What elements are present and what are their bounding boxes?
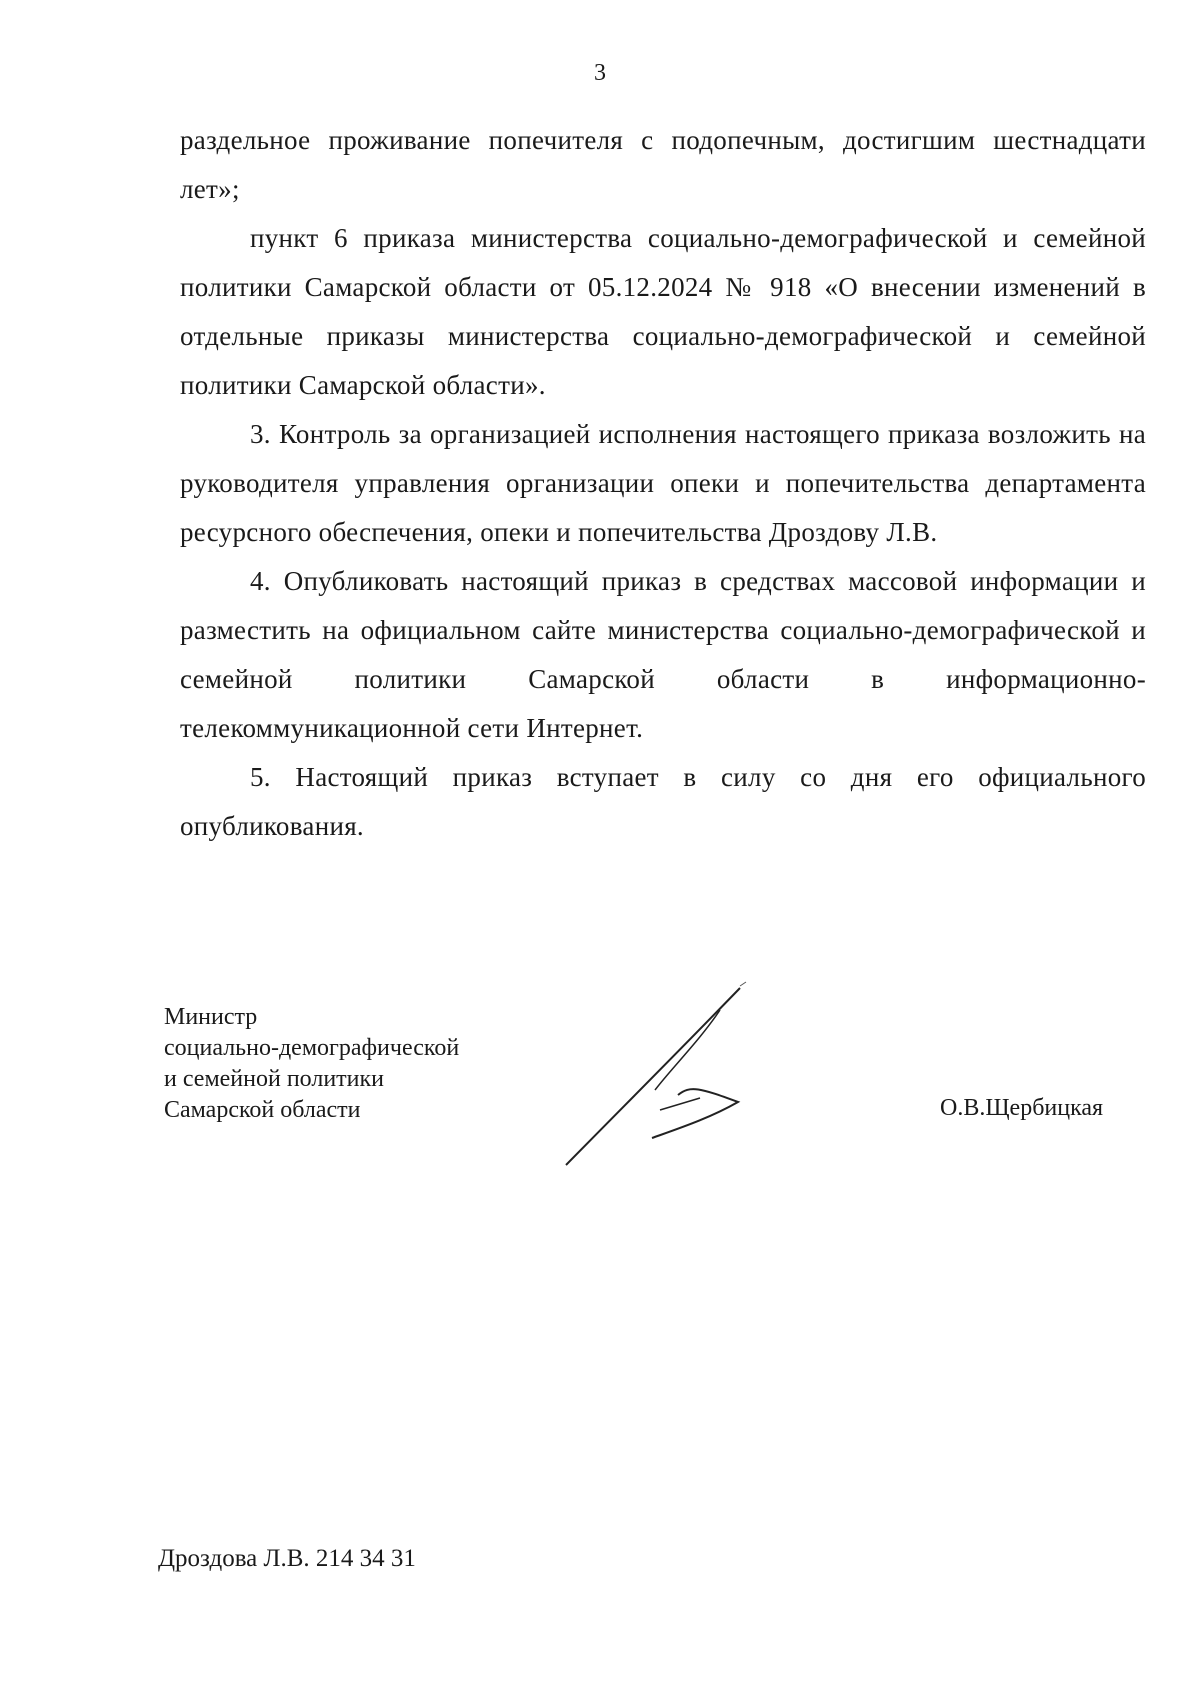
paragraph-5-effective: 5. Настоящий приказ вступает в силу со дня его официального опубликования. xyxy=(180,762,1146,841)
footer-contact: Дроздова Л.В. 214 34 31 xyxy=(158,1545,416,1572)
handwritten-signature-icon xyxy=(560,980,810,1170)
paragraph-3-control: 3. Контроль за организацией исполнения настоящего приказа возложить на руководителя управления организации опеки и попечительства департамента ресурсного обеспечения, опеки и попечительства Дроздову Л.В. xyxy=(180,419,1146,547)
signer-title-line: Самарской области xyxy=(164,1097,361,1123)
document-body xyxy=(180,116,1146,851)
signer-title-line: социально-демографической xyxy=(164,1035,460,1061)
paragraph-continuation: раздельное проживание попечителя с подопечным, достигшим шестнадцати лет»; xyxy=(180,125,1146,204)
paragraph-4-publish: 4. Опубликовать настоящий приказ в средствах массовой информации и разместить на официальном сайте министерства социально-демографической и семейной политики Самарской области в информационно-телекоммуникационной сети Интернет. xyxy=(180,566,1146,743)
signer-title-line: Министр xyxy=(164,1004,258,1030)
page-number: 3 xyxy=(594,60,606,86)
signer-title xyxy=(164,1002,459,1126)
signatory-name: О.В.Щербицкая xyxy=(940,1095,1104,1121)
signer-title-line: и семейной политики xyxy=(164,1066,384,1092)
paragraph-item-6: пункт 6 приказа министерства социально-демографической и семейной политики Самарской области от 05.12.2024 № 918 «О внесении изменений в отдельные приказы министерства социально-демографической и семейной политики Самарской области». xyxy=(180,223,1146,400)
